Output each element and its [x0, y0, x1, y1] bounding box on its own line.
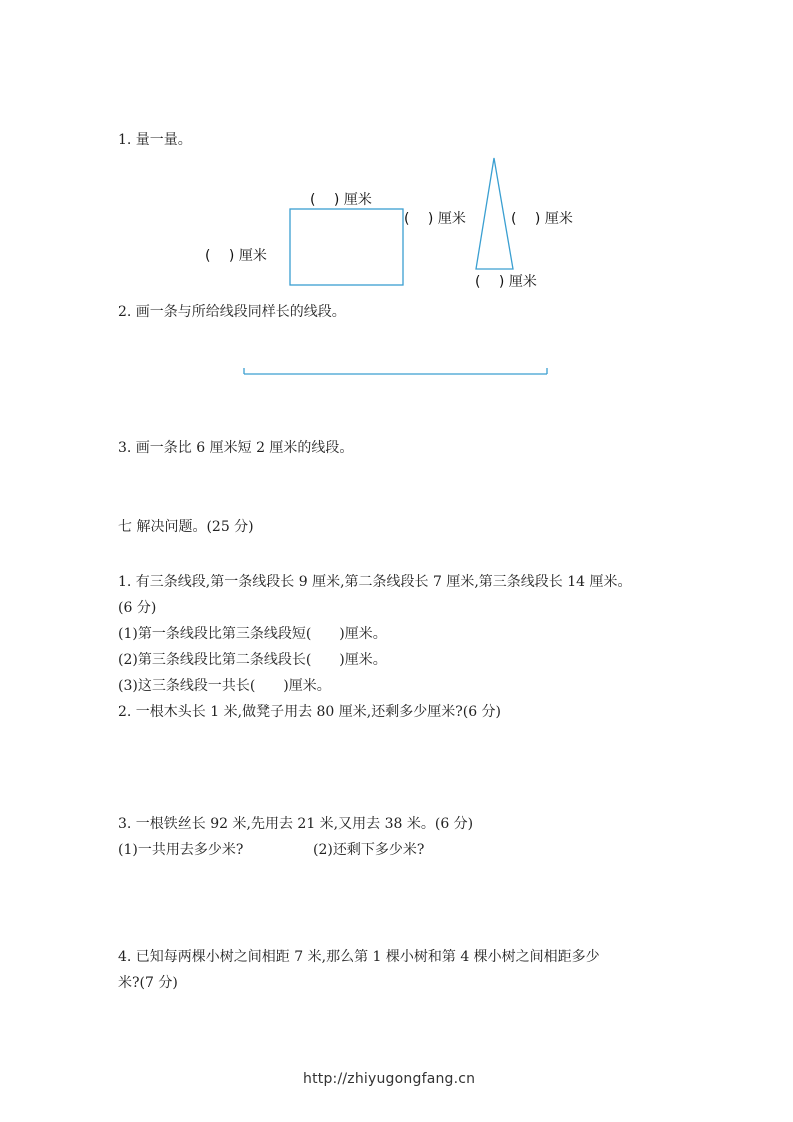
rectangle-top-answer-label: ( ) 厘米 [310, 192, 372, 208]
rectangle-figure [290, 209, 403, 285]
problem-3-part-2: (2)还剩下多少米? [313, 842, 425, 858]
problem-1-points: (6 分) [118, 600, 157, 616]
question-2-draw-equal: 2. 画一条与所给线段同样长的线段。 [118, 304, 346, 320]
problem-3-part-1: (1)一共用去多少米? [118, 842, 244, 858]
problem-1-stem: 1. 有三条线段,第一条线段长 9 厘米,第二条线段长 7 厘米,第三条线段长 14 厘米。 [118, 574, 632, 590]
rectangle-right-answer-label: ( ) 厘米 [404, 211, 466, 227]
problem-2: 2. 一根木头长 1 米,做凳子用去 80 厘米,还剩多少厘米?(6 分) [118, 704, 502, 720]
rectangle-left-answer-label: ( ) 厘米 [205, 248, 267, 264]
problem-4-line-2: 米?(7 分) [118, 975, 178, 991]
triangle-side-answer-label: ( ) 厘米 [511, 211, 573, 227]
problem-1-part-3: (3)这三条线段一共长( )厘米。 [118, 678, 331, 694]
section-7-title: 七 解决问题。(25 分) [118, 519, 254, 535]
triangle-figure [476, 158, 513, 269]
given-segment [244, 368, 547, 374]
triangle-base-answer-label: ( ) 厘米 [475, 274, 537, 290]
problem-3-stem: 3. 一根铁丝长 92 米,先用去 21 米,又用去 38 米。(6 分) [118, 816, 474, 832]
footer-url[interactable]: http://zhiyugongfang.cn [303, 1071, 476, 1087]
question-1-measure: 1. 量一量。 [118, 132, 192, 148]
problem-1-part-1: (1)第一条线段比第三条线段短( )厘米。 [118, 626, 387, 642]
problem-4-line-1: 4. 已知每两棵小树之间相距 7 米,那么第 1 棵小树和第 4 棵小树之间相距多少 [118, 949, 600, 965]
problem-1-part-2: (2)第三条线段比第二条线段长( )厘米。 [118, 652, 387, 668]
question-3-draw-shorter: 3. 画一条比 6 厘米短 2 厘米的线段。 [118, 440, 354, 456]
